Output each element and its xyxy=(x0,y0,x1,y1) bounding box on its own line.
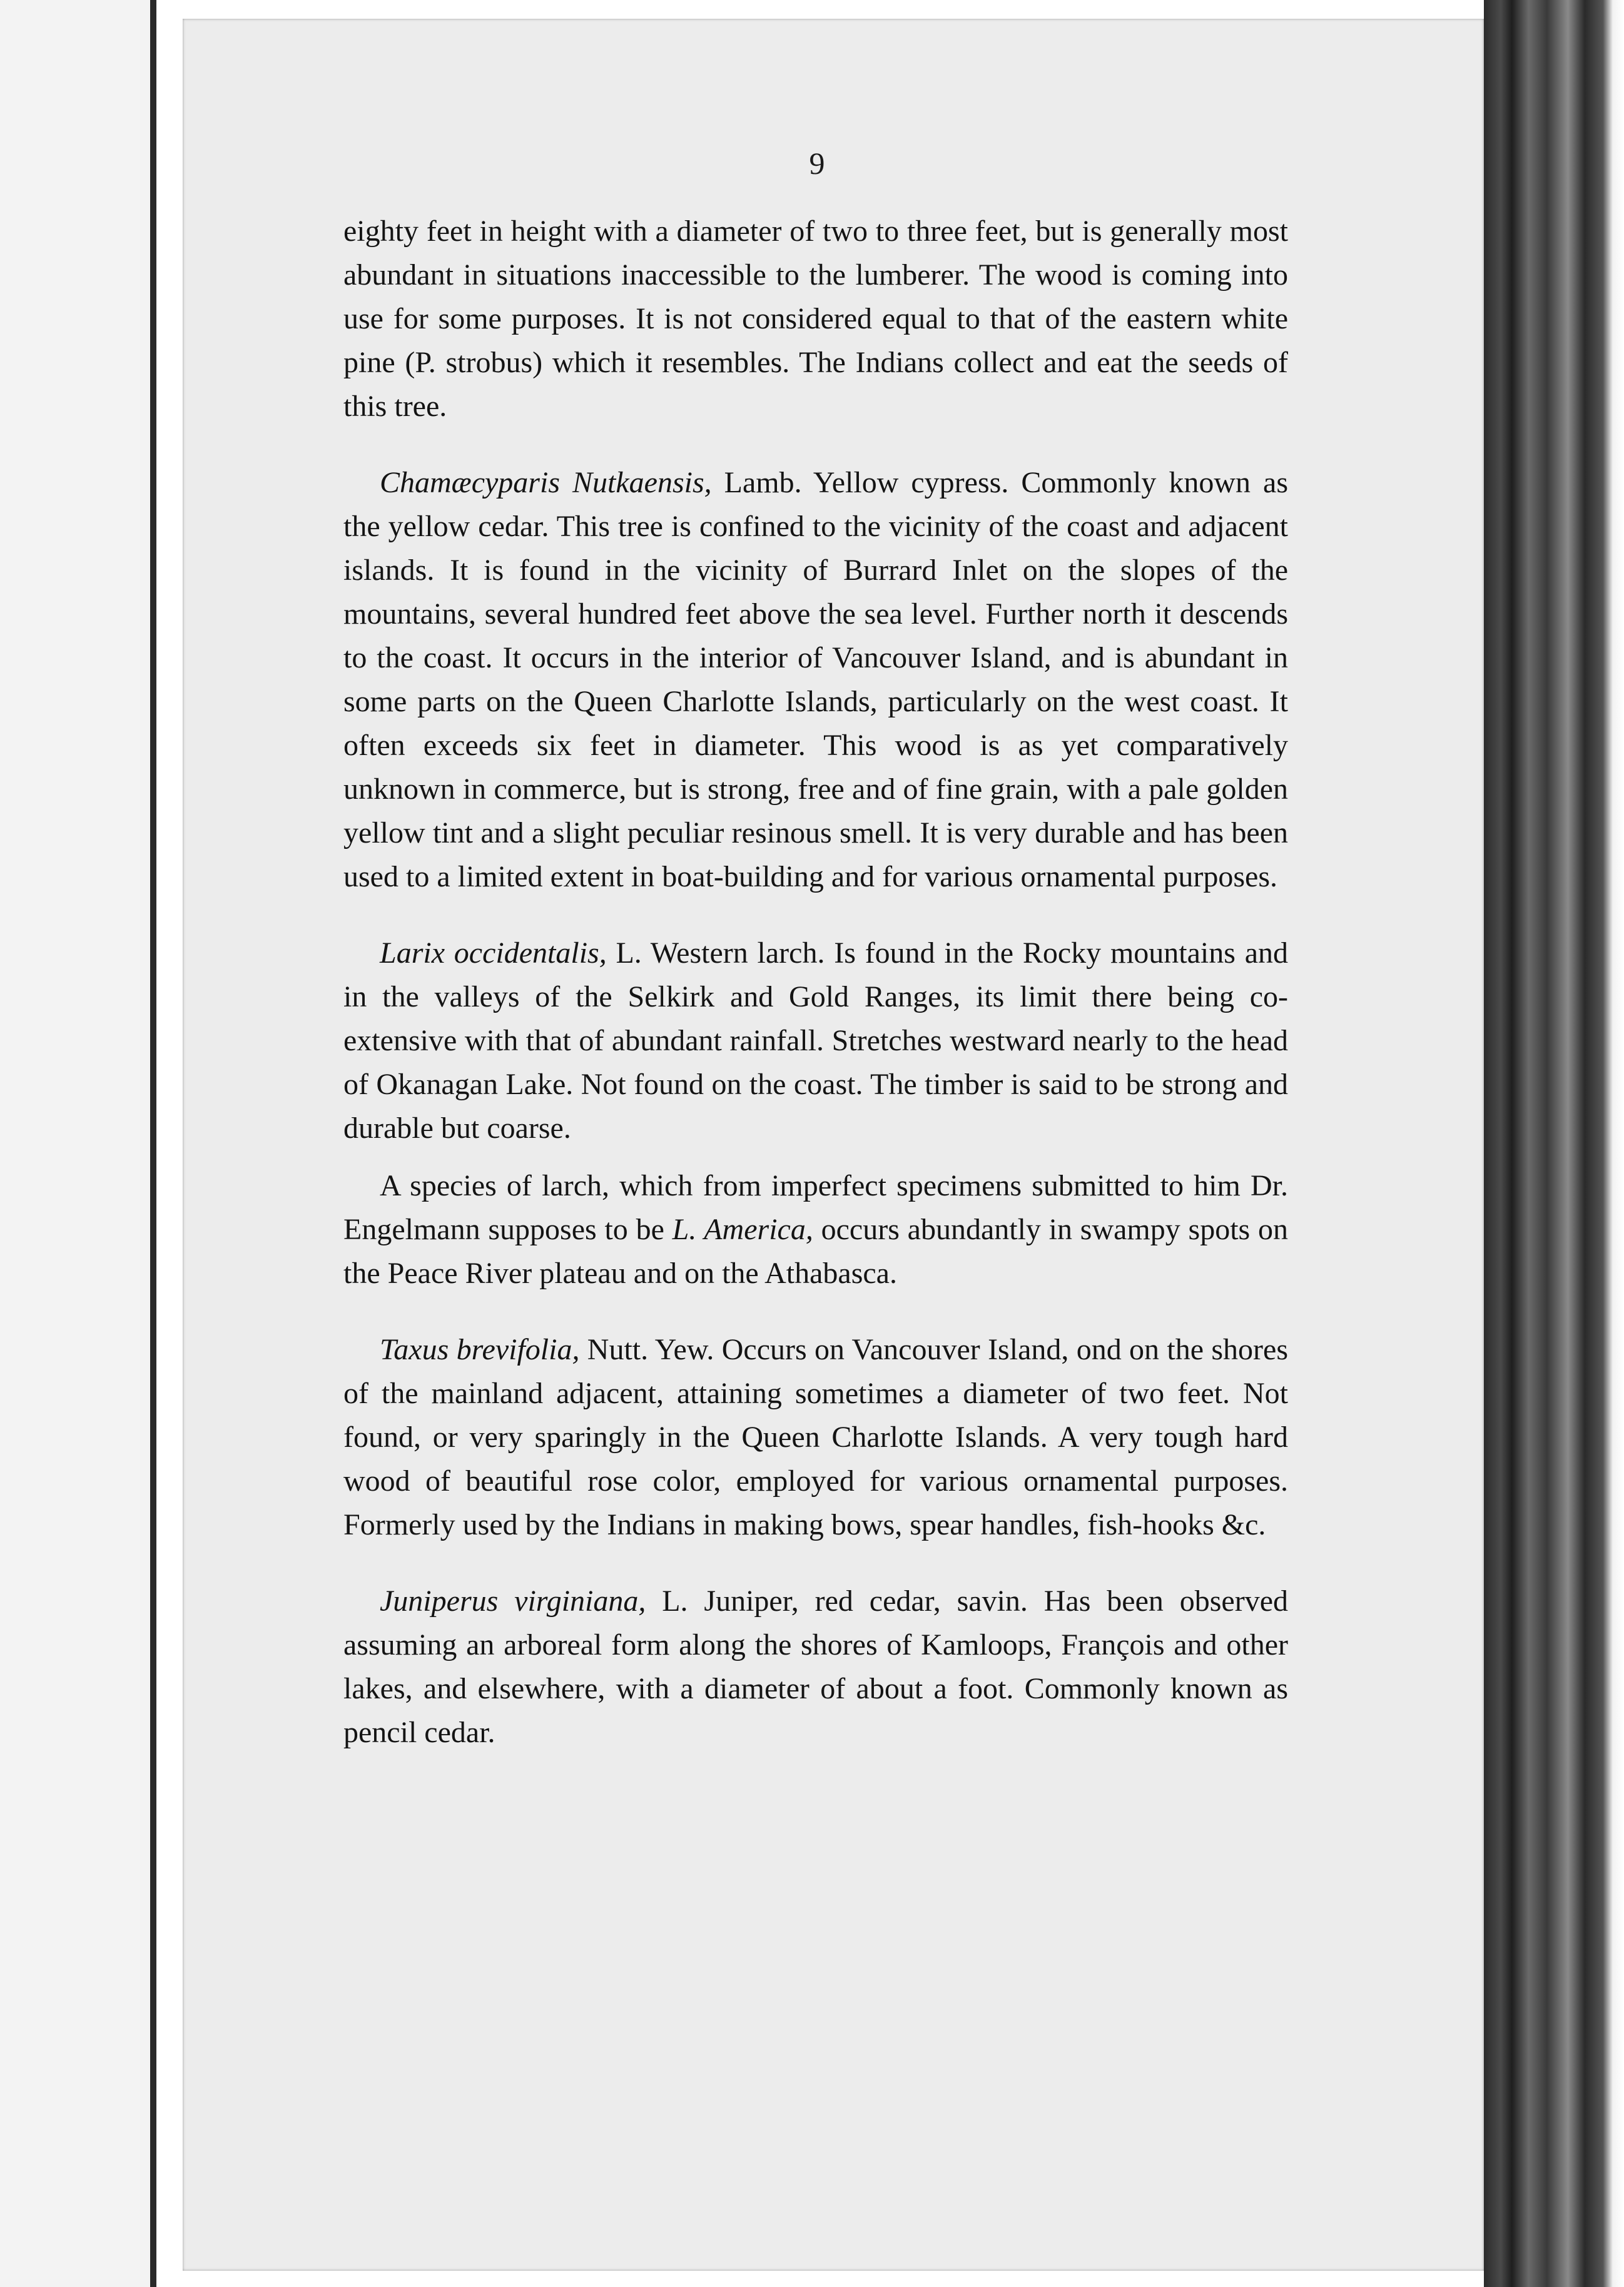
paragraph-text: L. Western larch. Is found in the Rocky mountains and in the valleys of the Selkirk and Gold Ranges, its limit there being co-extensive with that of abundant rainfall. Stretches westward nearly to the head of Okanagan Lake. Not found on the coast. The timber is said to be strong and durable but coarse. xyxy=(343,936,1288,1145)
paragraph-pine-continuation xyxy=(343,210,1288,428)
paragraph-yellow-cypress xyxy=(343,461,1288,899)
paragraph-text: L. Juniper, red cedar, savin. Has been observed assuming an arboreal form along the shores of Kamloops, François and other lakes, and elsewhere, with a diameter of about a foot. Commonly known as pencil cedar. xyxy=(343,1585,1289,1749)
species-name: L. America, xyxy=(672,1213,813,1246)
paragraph-text: occurs abundantly in swampy spots on the Peace River plateau and on the Athabasca. xyxy=(343,1213,1288,1290)
page-edge-stack xyxy=(1484,0,1624,2287)
paragraph-text: Nutt. Yew. Occurs on Vancouver Island, ond on the shores of the mainland adjacent, attaining sometimes a diameter of two feet. Not found, or very sparingly in the Queen Charlotte Islands. A very tough hard wood of beautiful rose color, employed for various ornamental purposes. Formerly used by the Indians in making bows, spear handles, fish-hooks &c. xyxy=(343,1333,1289,1541)
left-page-edge xyxy=(0,0,156,2287)
paragraph-larch-america xyxy=(343,1164,1288,1296)
top-margin-strip xyxy=(183,0,1484,19)
species-name: Chamæcyparis Nutkaensis, xyxy=(380,466,712,499)
paragraph-text: A species of larch, which from imperfect specimens submitted to him Dr. Engelmann supposes to be xyxy=(343,1169,1288,1246)
paragraph-text: Lamb. Yellow cypress. Commonly known as the yellow cedar. This tree is confined to the vicinity of the coast and adjacent islands. It is found in the vicinity of Burrard Inlet on the slopes of the mountains, several hundred feet above the sea level. Further north it descends to the coast. It occurs in the interior of Vancouver Island, and is abundant in some parts on the Queen Charlotte Islands, particularly on the west coast. It often exceeds six feet in diameter. This wood is as yet comparatively unknown in commerce, but is strong, free and of fine grain, with a pale golden yellow tint and a slight peculiar resinous smell. It is very durable and has been used to a limited extent in boat-building and for various ornamental purposes. xyxy=(343,466,1289,893)
paragraph-juniper xyxy=(343,1580,1288,1755)
paragraph-text: eighty feet in height with a diameter of two to three feet, but is generally most abundant in situations inaccessible to the lumberer. The wood is coming into use for some purposes. It is not considered equal to that of the eastern white pine (P. strobus) which it resembles. The Indians collect and eat the seeds of this tree. xyxy=(343,215,1288,423)
page-number: 9 xyxy=(809,146,825,181)
species-name: Taxus brevifolia, xyxy=(380,1333,580,1366)
species-name: Juniperus virginiana, xyxy=(380,1585,646,1618)
species-name: Larix occidentalis, xyxy=(380,936,607,970)
body-text xyxy=(343,210,1288,1787)
paragraph-yew xyxy=(343,1328,1288,1547)
paragraph-western-larch xyxy=(343,931,1288,1150)
